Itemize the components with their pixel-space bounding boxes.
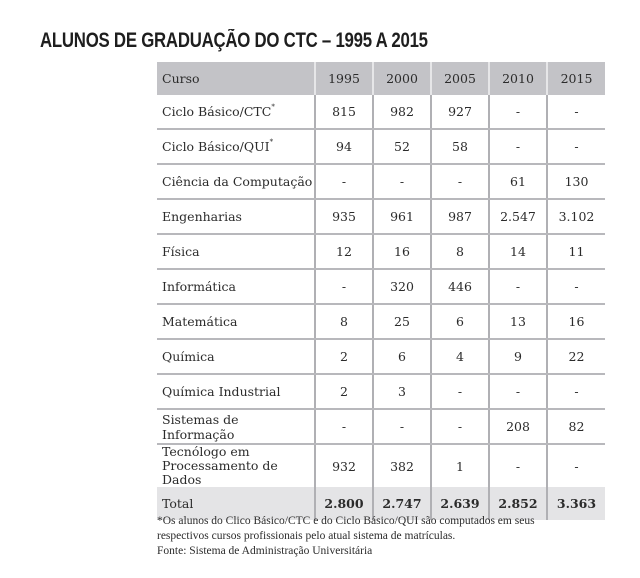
course-name	[157, 374, 315, 409]
header-2000: 2000	[373, 62, 431, 95]
cell-2015: -	[547, 95, 605, 129]
cell-2010: -	[489, 269, 547, 304]
source-note: Fonte: Sistema de Administração Universitária	[157, 545, 373, 557]
total-1995: 2.800	[315, 487, 373, 520]
course-label: Engenharias	[162, 209, 242, 224]
course-name	[157, 164, 315, 199]
cell-2005: 8	[431, 234, 489, 269]
cell-2000: -	[373, 164, 431, 199]
cell-1995: 2	[315, 339, 373, 374]
header-curso: Curso	[157, 62, 315, 95]
course-label: Química	[162, 349, 215, 364]
total-2000: 2.747	[373, 487, 431, 520]
table-row	[157, 164, 605, 199]
course-label: Ciclo Básico/QUI	[162, 139, 270, 154]
course-name	[157, 269, 315, 304]
table-row	[157, 234, 605, 269]
cell-2010: 61	[489, 164, 547, 199]
course-name	[157, 129, 315, 164]
course-name	[157, 339, 315, 374]
cell-2010: -	[489, 129, 547, 164]
table-row	[157, 304, 605, 339]
cell-2015: -	[547, 374, 605, 409]
cell-2005: -	[431, 409, 489, 444]
cell-2015: -	[547, 129, 605, 164]
cell-2005: 6	[431, 304, 489, 339]
cell-2005: -	[431, 374, 489, 409]
cell-2005: 446	[431, 269, 489, 304]
course-name	[157, 304, 315, 339]
students-table	[157, 62, 605, 520]
cell-2015: 11	[547, 234, 605, 269]
cell-1995: 2	[315, 374, 373, 409]
cell-2000: 961	[373, 199, 431, 234]
cell-1995: 932	[315, 444, 373, 487]
cell-2010: 13	[489, 304, 547, 339]
cell-1995: 94	[315, 129, 373, 164]
page-title: ALUNOS DE GRADUAÇÃO DO CTC – 1995 A 2015	[40, 29, 428, 52]
cell-2000: 25	[373, 304, 431, 339]
course-name	[157, 234, 315, 269]
table-row	[157, 409, 605, 444]
cell-1995: -	[315, 164, 373, 199]
cell-2000: 3	[373, 374, 431, 409]
total-2005: 2.639	[431, 487, 489, 520]
cell-2000: 382	[373, 444, 431, 487]
footnote-marker: *	[269, 138, 274, 146]
cell-2005: -	[431, 164, 489, 199]
course-name	[157, 95, 315, 129]
table-row	[157, 444, 605, 487]
total-2015: 3.363	[547, 487, 605, 520]
course-name	[157, 199, 315, 234]
course-label: Ciência da Computação	[162, 174, 313, 189]
header-2015: 2015	[547, 62, 605, 95]
header-1995: 1995	[315, 62, 373, 95]
cell-2005: 987	[431, 199, 489, 234]
cell-2015: 16	[547, 304, 605, 339]
course-label: Informática	[162, 279, 236, 294]
cell-1995: -	[315, 409, 373, 444]
cell-2005: 4	[431, 339, 489, 374]
cell-2010: -	[489, 374, 547, 409]
footnote-line-1: *Os alunos do Clico Básico/CTC e do Ciclo Básico/QUI são computados em seus	[157, 515, 535, 527]
table-header-row	[157, 62, 605, 95]
cell-1995: 815	[315, 95, 373, 129]
cell-2010: 14	[489, 234, 547, 269]
cell-2000: 6	[373, 339, 431, 374]
course-label: Sistemas de Informação	[162, 411, 239, 442]
cell-2015: 3.102	[547, 199, 605, 234]
cell-2000: 52	[373, 129, 431, 164]
cell-2015: -	[547, 269, 605, 304]
cell-2010: -	[489, 95, 547, 129]
cell-2015: -	[547, 444, 605, 487]
course-name-line-2: Processamento de Dados	[162, 458, 278, 487]
cell-2000: 320	[373, 269, 431, 304]
cell-2010: 2.547	[489, 199, 547, 234]
table-notes	[157, 514, 535, 559]
cell-2005: 58	[431, 129, 489, 164]
table-row	[157, 374, 605, 409]
cell-2010: -	[489, 444, 547, 487]
table-row	[157, 269, 605, 304]
header-2005: 2005	[431, 62, 489, 95]
cell-2010: 208	[489, 409, 547, 444]
cell-1995: -	[315, 269, 373, 304]
cell-2005: 1	[431, 444, 489, 487]
course-name-line-1: Tecnólogo em	[162, 444, 250, 459]
cell-2005: 927	[431, 95, 489, 129]
cell-2015: 130	[547, 164, 605, 199]
course-name	[157, 409, 315, 444]
cell-1995: 8	[315, 304, 373, 339]
footnote-marker: *	[271, 103, 275, 111]
cell-2010: 9	[489, 339, 547, 374]
cell-2015: 82	[547, 409, 605, 444]
table-row	[157, 339, 605, 374]
cell-2015: 22	[547, 339, 605, 374]
cell-2000: 16	[373, 234, 431, 269]
cell-2000: -	[373, 409, 431, 444]
course-label: Física	[162, 244, 200, 259]
course-label: Matemática	[162, 314, 238, 329]
course-name	[157, 444, 315, 487]
total-2010: 2.852	[489, 487, 547, 520]
cell-1995: 12	[315, 234, 373, 269]
total-label: Total	[157, 487, 315, 520]
course-label: Ciclo Básico/CTC	[162, 104, 272, 119]
table-row	[157, 199, 605, 234]
header-2010: 2010	[489, 62, 547, 95]
table-row	[157, 95, 605, 129]
cell-1995: 935	[315, 199, 373, 234]
footnote-line-2: respectivos cursos profissionais pelo atual sistema de matrículas.	[157, 530, 456, 542]
course-label: Química Industrial	[162, 384, 281, 399]
table-row	[157, 129, 605, 164]
cell-2000: 982	[373, 95, 431, 129]
